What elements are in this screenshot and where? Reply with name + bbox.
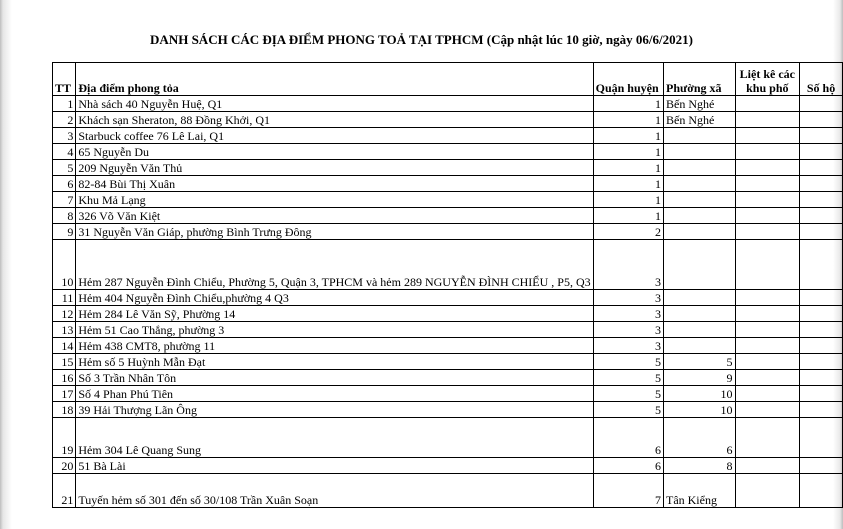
row-households — [800, 192, 843, 208]
row-location: 326 Võ Văn Kiệt — [76, 208, 593, 224]
row-district: 3 — [593, 290, 663, 306]
row-district: 5 — [593, 370, 663, 386]
row-list — [735, 224, 800, 240]
row-ward: Bến Nghé — [663, 112, 735, 128]
row-ward — [663, 224, 735, 240]
row-households — [800, 370, 843, 386]
row-list — [735, 370, 800, 386]
row-list — [735, 192, 800, 208]
row-number: 21 — [53, 474, 76, 508]
row-number: 2 — [53, 112, 76, 128]
row-location: Starbuck coffee 76 Lê Lai, Q1 — [76, 128, 593, 144]
row-number: 9 — [53, 224, 76, 240]
row-number: 13 — [53, 322, 76, 338]
row-list — [735, 322, 800, 338]
row-list — [735, 176, 800, 192]
table-row — [53, 402, 843, 418]
table-header-row — [53, 63, 843, 96]
row-list — [735, 208, 800, 224]
row-number: 20 — [53, 458, 76, 474]
row-district: 1 — [593, 96, 663, 112]
row-district: 1 — [593, 176, 663, 192]
row-number: 14 — [53, 338, 76, 354]
row-list — [735, 354, 800, 370]
row-number: 1 — [53, 96, 76, 112]
row-households — [800, 160, 843, 176]
row-ward — [663, 176, 735, 192]
table-row — [53, 240, 843, 290]
row-number: 8 — [53, 208, 76, 224]
row-households — [800, 144, 843, 160]
row-ward: Tân Kiểng — [663, 474, 735, 508]
row-households — [800, 474, 843, 508]
row-number: 7 — [53, 192, 76, 208]
row-location: Hẻm 304 Lê Quang Sung — [76, 418, 593, 458]
row-households — [800, 240, 843, 290]
lockdown-table — [52, 62, 843, 508]
header-location: Địa điểm phong tỏa — [76, 63, 593, 96]
row-district: 1 — [593, 208, 663, 224]
row-ward: 10 — [663, 386, 735, 402]
row-district: 7 — [593, 474, 663, 508]
row-list — [735, 290, 800, 306]
row-households — [800, 96, 843, 112]
row-location: Nhà sách 40 Nguyễn Huệ, Q1 — [76, 96, 593, 112]
table-row — [53, 354, 843, 370]
row-ward — [663, 290, 735, 306]
row-list — [735, 386, 800, 402]
row-ward: 9 — [663, 370, 735, 386]
row-households — [800, 458, 843, 474]
row-number: 11 — [53, 290, 76, 306]
header-list-line2: khu phố — [746, 81, 789, 95]
row-location: Hẻm 51 Cao Thắng, phường 3 — [76, 322, 593, 338]
row-ward — [663, 306, 735, 322]
row-households — [800, 418, 843, 458]
row-location: 82-84 Bùi Thị Xuân — [76, 176, 593, 192]
row-district: 1 — [593, 128, 663, 144]
row-households — [800, 176, 843, 192]
row-location: Số 4 Phan Phú Tiên — [76, 386, 593, 402]
row-ward — [663, 208, 735, 224]
row-list — [735, 402, 800, 418]
row-list — [735, 128, 800, 144]
table-row — [53, 128, 843, 144]
row-location: Khách sạn Sheraton, 88 Đồng Khởi, Q1 — [76, 112, 593, 128]
row-location: Khu Mả Lạng — [76, 192, 593, 208]
row-location: Hẻm số 5 Huỳnh Mẫn Đạt — [76, 354, 593, 370]
row-location: Hẻm 284 Lê Văn Sỹ, Phường 14 — [76, 306, 593, 322]
table-row — [53, 96, 843, 112]
row-district: 6 — [593, 418, 663, 458]
row-district: 5 — [593, 402, 663, 418]
row-number: 4 — [53, 144, 76, 160]
table-row — [53, 144, 843, 160]
table-row — [53, 306, 843, 322]
table-row — [53, 112, 843, 128]
row-number: 17 — [53, 386, 76, 402]
row-households — [800, 354, 843, 370]
row-list — [735, 160, 800, 176]
table-row — [53, 160, 843, 176]
row-list — [735, 338, 800, 354]
table-row — [53, 386, 843, 402]
table-row — [53, 338, 843, 354]
row-location: Hẻm 438 CMT8, phường 11 — [76, 338, 593, 354]
row-district: 3 — [593, 240, 663, 290]
row-number: 12 — [53, 306, 76, 322]
table-row — [53, 458, 843, 474]
table-row — [53, 418, 843, 458]
row-number: 5 — [53, 160, 76, 176]
table-row — [53, 322, 843, 338]
row-district: 3 — [593, 322, 663, 338]
row-number: 10 — [53, 240, 76, 290]
row-ward: 10 — [663, 402, 735, 418]
row-households — [800, 306, 843, 322]
row-ward — [663, 144, 735, 160]
row-number: 19 — [53, 418, 76, 458]
row-ward — [663, 322, 735, 338]
row-ward: 6 — [663, 418, 735, 458]
row-ward — [663, 240, 735, 290]
row-list — [735, 306, 800, 322]
row-list — [735, 418, 800, 458]
header-ward: Phường xã — [663, 63, 735, 96]
page-left-edge — [0, 0, 12, 529]
row-location: 65 Nguyễn Du — [76, 144, 593, 160]
row-district: 5 — [593, 386, 663, 402]
row-location: 39 Hải Thượng Lãn Ông — [76, 402, 593, 418]
row-district: 3 — [593, 306, 663, 322]
table-row — [53, 370, 843, 386]
row-households — [800, 290, 843, 306]
row-households — [800, 322, 843, 338]
header-tt: TT — [53, 63, 76, 96]
row-ward: Bến Nghé — [663, 96, 735, 112]
row-households — [800, 208, 843, 224]
header-list — [735, 63, 800, 96]
row-location: Tuyến hẻm số 301 đến số 30/108 Trần Xuân Soạn — [76, 474, 593, 508]
row-district: 1 — [593, 144, 663, 160]
row-list — [735, 458, 800, 474]
row-list — [735, 96, 800, 112]
row-location: 209 Nguyễn Văn Thủ — [76, 160, 593, 176]
row-district: 2 — [593, 224, 663, 240]
row-district: 1 — [593, 160, 663, 176]
row-ward — [663, 338, 735, 354]
row-number: 18 — [53, 402, 76, 418]
row-households — [800, 338, 843, 354]
row-number: 16 — [53, 370, 76, 386]
row-ward: 5 — [663, 354, 735, 370]
row-number: 15 — [53, 354, 76, 370]
row-location: Hẻm 404 Nguyễn Đình Chiểu,phường 4 Q3 — [76, 290, 593, 306]
table-row — [53, 192, 843, 208]
row-district: 5 — [593, 354, 663, 370]
table-row — [53, 208, 843, 224]
row-list — [735, 144, 800, 160]
row-list — [735, 240, 800, 290]
table-row — [53, 474, 843, 508]
row-list — [735, 474, 800, 508]
row-location: Số 3 Trần Nhân Tôn — [76, 370, 593, 386]
header-district: Quận huyện — [593, 63, 663, 96]
row-households — [800, 224, 843, 240]
header-list-line1: Liệt kê các — [739, 67, 795, 81]
row-district: 1 — [593, 192, 663, 208]
table-row — [53, 290, 843, 306]
row-number: 6 — [53, 176, 76, 192]
row-ward — [663, 128, 735, 144]
row-district: 6 — [593, 458, 663, 474]
row-ward — [663, 160, 735, 176]
table-row — [53, 224, 843, 240]
row-location: Hẻm 287 Nguyễn Đình Chiểu, Phường 5, Quận 3, TPHCM và hẻm 289 NGUYỄN ĐÌNH CHIỂU , P5, Q3 — [76, 240, 593, 290]
table-row — [53, 176, 843, 192]
row-ward — [663, 192, 735, 208]
row-ward: 8 — [663, 458, 735, 474]
document-title: DANH SÁCH CÁC ĐỊA ĐIỂM PHONG TOẢ TẠI TPHCM (Cập nhật lúc 10 giờ, ngày 06/6/2021) — [150, 32, 693, 47]
header-households: Số hộ — [800, 63, 843, 96]
row-district: 1 — [593, 112, 663, 128]
row-number: 3 — [53, 128, 76, 144]
row-households — [800, 128, 843, 144]
row-list — [735, 112, 800, 128]
row-households — [800, 402, 843, 418]
row-location: 31 Nguyễn Văn Giáp, phường Bình Trưng Đông — [76, 224, 593, 240]
row-households — [800, 386, 843, 402]
row-location: 51 Bà Lài — [76, 458, 593, 474]
row-households — [800, 112, 843, 128]
table-body — [53, 96, 843, 508]
row-district: 3 — [593, 338, 663, 354]
